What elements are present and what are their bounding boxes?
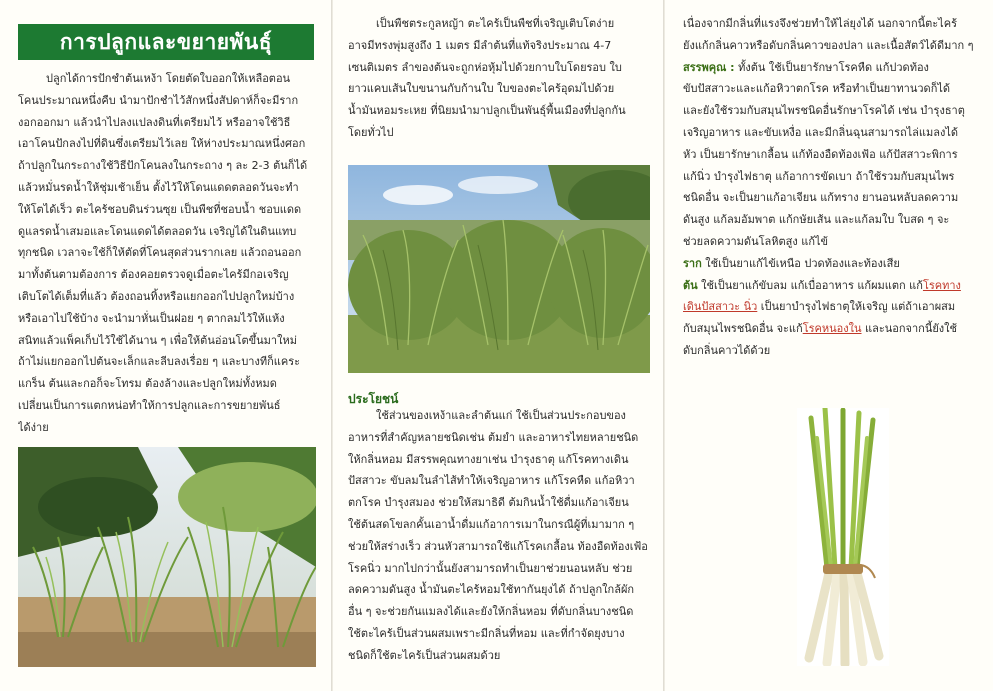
text-line: สนิทแล้วแพ็คเก็บไว้ใช้ได้นาน ๆ เพื่อให้ต้นอ่อนโตขึ้นมาใหม่ [18,333,297,347]
text-line: ทุกชนิด เวลาจะใช้ก็ให้ตัดที่โคนสุดส่วนรากเลย แล้วถอนออก [18,246,302,260]
text-line: ดับกลิ่นคาวได้ด้วย [683,343,771,357]
lemongrass-field-photo [348,165,650,373]
text-line: ปลูกได้การปักชำต้นเหง้า โดยตัดใบออกให้เหลือตอน [46,72,291,85]
stem-label: ต้น [683,278,698,292]
text-line: เอาโคนปักลงไปที่ดินซึ่งเตรียมไว้เลย ให้ห่างประมาณหนึ่งศอก [18,137,306,151]
text-line: โรคนิ่ว มากไปกว่านั้นยังสามารถทำเป็นยาช่วยนอนหลับ ช่วย [348,561,633,575]
text-line: แก้นิ่ว บำรุงไฟธาตุ แก้อาการขัดเบา ถ้าใช้รวมกับสมุนไพร [683,169,955,183]
text-line: ใช้ส่วนของเหง้าและลำต้นแก่ ใช้เป็นส่วนประกอบของ [376,409,626,422]
text-line: เติบโตได้เต็มที่แล้ว ต้องถอนทิ้งหรือแยกออกไปปลูกใหม่บ้าง [18,289,295,303]
text-line: ชนิดอื่น จะเป็นยาแก้อาเจียน แก้ทราง ยานอนหลับลดความ [683,191,959,205]
text-line: แล้วหมั่นรดน้ำให้ชุ่มเช้าเย็น ตั้งไว้ให้โดนแดดตลอดวันจะทำ [18,180,299,194]
text-line: ให้กลิ่นหอม มีสรรพคุณทางยาเช่น บำรุงธาตุ แก้โรคทางเดิน [348,452,629,466]
benefits-heading: ประโยชน์ [348,392,399,406]
section-title: การปลูกและขยายพันธุ์ [18,24,314,60]
urinary-disease-link[interactable]: โรคทาง [922,278,961,292]
text-line: หัว เป็นยารักษาเกลื้อน แก้ท้องอืดท้องเฟ้อ แก้ปัสสาวะพิการ [683,147,958,161]
text-line: ให้โตได้เร็ว ตะไคร้ชอบดินร่วนซุย เป็นพืชที่ชอบน้ำ ชอบแดด [18,202,302,216]
right-column [665,0,993,691]
text-line: ทั้งต้น ใช้เป็นยารักษาโรคหืด แก้ปวดท้อง [734,60,929,74]
lemongrass-bundle-photo [797,408,889,666]
text-line: และยังใช้รวมกับสมุนไพรชนิดอื่นรักษาโรคได้ เช่น บำรุงธาตุ [683,104,965,118]
properties-paragraph [683,13,989,362]
text-line: เป็นพืชตระกูลหญ้า ตะไคร้เป็นพืชที่เจริญเติบโตง่าย [376,17,615,30]
middle-column [333,0,663,691]
text-line: ยังแก้กลิ่นคาวหรือดับกลิ่นคาวของปลา และเนื้อสัตว์ได้ดีมาก ๆ [683,38,974,52]
text-line: เจริญอาหาร และขับเหงื่อ และมีกลิ่นฉุนสามารถไล่แมลงได้ [683,125,959,139]
text-line: ปัสสาวะ ขับลมในลำไส้ทำให้เจริญอาหาร แก้โรคหืด แก้อหิวา [348,474,635,488]
text-line: แกร็น ต้นและกอก็จะโทรม ต้องล้างและปลูกใหม่ทั้งหมด [18,377,277,391]
text-line: ชนิดก็ใช้ตะไคร้เป็นส่วนผสมด้วย [348,648,501,662]
text-line: เซนติเมตร ลำของต้นจะถูกห่อหุ้มไปด้วยกาบใบโดยรอบ ใบ [348,60,622,74]
text-line: ดันสูง แก้ลมอัมพาต แก้กษัยเส้น และแก้ลมใบ ใบสด ๆ จะ [683,213,950,227]
gonorrhea-link[interactable]: โรคหนองใน [802,322,862,336]
text-line: ใช้ตะไคร้เป็นส่วนผสมเพราะมีกลิ่นที่หอม และที่กำจัดยุงบาง [348,626,625,640]
text-line: ยาวแคบเส้นใบขนานกับก้านใบ ใบของตะไคร้อุดมไปด้วย [348,82,615,96]
text-line: ดูแลรดน้ำเสมอและโดนแดดได้ตลอดวัน เจริญได้ในดินแทบ [18,224,297,238]
text-line: ใช้เป็นยาแก้ขับลม แก้เบื่ออาหาร แก้ผมแตก แก้ [697,278,923,292]
text-line: ถ้าไม่แยกออกไปต้นจะเล็กและลีบลงเรื่อย ๆ และบางทีก็แคระ [18,355,301,369]
text-line: มาทั้งต้นตามต้องการ ต้องคอยตรวจดูเมื่อตะไคร้มีกอเจริญ [18,268,289,282]
properties-label: สรรพคุณ : [683,60,735,74]
text-line: น้ำมันหอมระเหย ที่นิยมนำมาปลูกเป็นพันธุ์พื้นเมืองที่ปลูกกัน [348,104,626,118]
text-line: โดยทั่วไป [348,125,394,139]
text-line: อื่น ๆ จะช่วยกันแมลงได้และยังให้กลิ่นหอม ที่ดับกลิ่นบางชนิด [348,605,634,619]
left-column [0,0,331,691]
text-line: เป็นยาบำรุงไฟธาตุให้เจริญ แต่ถ้าเอาผสม [757,300,956,314]
text-line: ถ้าปลูกในกระถางใช้วิธีปักโคนลงในกระถาง ๆ ละ 2-3 ต้นก็ได้ [18,159,308,173]
text-line: ตกโรค บำรุงสมอง ช่วยให้สมาธิดี ต้มกินน้ำใช้ดื่มแก้อาเจียน [348,496,629,510]
text-line: ใช้เป็นยาแก้ไข้เหนือ ปวดท้องและท้องเสีย [701,256,900,270]
text-line: ขับปัสสาวะและแก้อหิวาตกโรค หรือทำเป็นยาทานวดก็ได้ [683,82,951,96]
text-line: ช่วยลดความดันโลหิตสูง แก้ไข้ [683,234,829,248]
benefits-paragraph [348,405,653,667]
text-line: ใช้ต้นสดโขลกคั้นเอาน้ำดื่มแก้อาการเมาในกรณีผู้ที่เมามาก ๆ [348,517,635,531]
text-line: ลดความดันสูง น้ำมันตะไคร้หอมใช้ทากันยุงได้ ถ้าปลูกใกล้ผัก [348,583,635,597]
text-line: อาหารที่สำคัญหลายชนิดเช่น ต้มยำ และอาหารไทยหลายชนิด [348,430,639,444]
description-paragraph [348,13,653,144]
text-line: กับสมุนไพรชนิดอื่น จะแก้ [683,322,803,336]
text-line: หรือเอาไปใช้บ้าง จะนำมาหั่นเป็นฝอย ๆ ตากลมไว้ให้แห้ง [18,311,285,325]
text-line: เนื่องจากมีกลิ่นที่แรงจึงช่วยทำให้ไล่ยุงได้ นอกจากนี้ตะไคร้ [683,17,957,30]
text-line: งอกออกมา แล้วนำไปลงแปลงดินที่เตรียมไว้ หรืออาจใช้วิธี [18,115,291,129]
text-line: โคนประมาณหนึ่งคืบ นำมาปักชำไว้สักหนึ่งสัปดาห์ก็จะมีราก [18,93,299,107]
text-line: เปลี่ยนเป็นการแตกหน่อทำให้การปลูกและการขยายพันธ์ [18,398,281,412]
root-label: ราก [683,256,702,270]
text-line: และนอกจากนี้ยังใช้ [861,322,957,336]
text-line: อาจมีทรงพุ่มสูงถึง 1 เมตร มีลำต้นที่แท้จริงประมาณ 4-7 [348,38,612,52]
text-line: ช่วยให้สร่างเร็ว ส่วนหัวสามารถใช้แก้โรคเกลื้อน ท้องอืดท้องเฟ้อ [348,539,648,553]
lemongrass-garden-photo [18,447,316,667]
planting-paragraph [18,68,318,439]
text-line: ได้ง่าย [18,420,49,434]
urinary-stone-link[interactable]: เดินปัสสาวะ นิ่ว [683,300,758,314]
